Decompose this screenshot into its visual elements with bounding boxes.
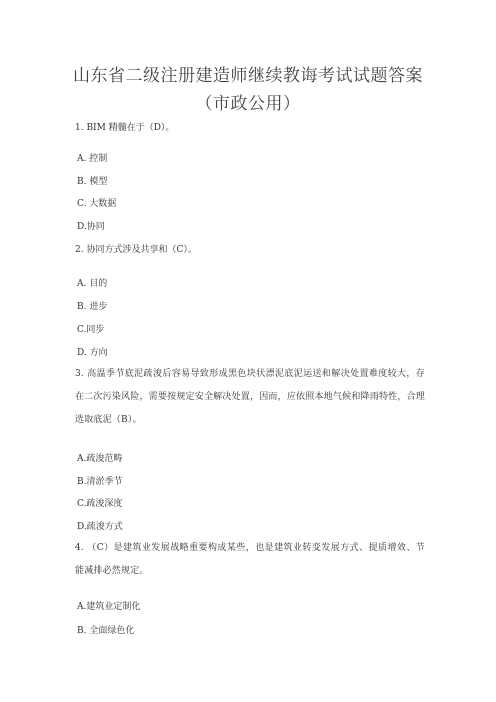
q2-option-b: B. 进步 [77,302,108,312]
question-3: 3. 高温季节底泥疏浚后容易导致形成黑色块状漂泥底泥运送和解决处置难度较大，存在二次污染风险，需要按规定安全解决处置，因而，应依照本地气候和降雨特性，合理选取底泥（B）。 [75,369,425,425]
question-2: 2. 协同方式涉及共享和（C）。 [75,245,197,255]
q1-option-b: B. 模型 [77,177,108,187]
q1-option-c: C. 大数据 [77,199,117,209]
q3-option-c: C.疏浚深度 [77,499,123,509]
q1-option-a: A. 控制 [77,154,108,164]
q2-option-a: A. 目的 [77,279,108,289]
q4-option-a: A.建筑业定制化 [77,602,141,612]
q1-option-d: D.协同 [77,222,105,232]
q2-option-d: D. 方向 [77,348,108,358]
q3-option-d: D.疏浚方式 [77,522,123,532]
question-1: 1. BIM 精髓在于（D）。 [75,123,175,133]
q2-option-c: C.同步 [77,325,105,335]
question-4: 4. （C）是建筑业发展战略重要构成某些，也是建筑业转变发展方式、提质增效、节能减排必然规定。 [75,543,425,576]
q3-option-b: B.清淤季节 [77,477,123,487]
q4-option-b: B. 全面绿色化 [77,626,135,636]
q3-option-a: A.疏浚范畴 [77,454,123,464]
page-title: 山东省二级注册建造师继续教诲考试试题答案（市政公用） [73,66,423,114]
